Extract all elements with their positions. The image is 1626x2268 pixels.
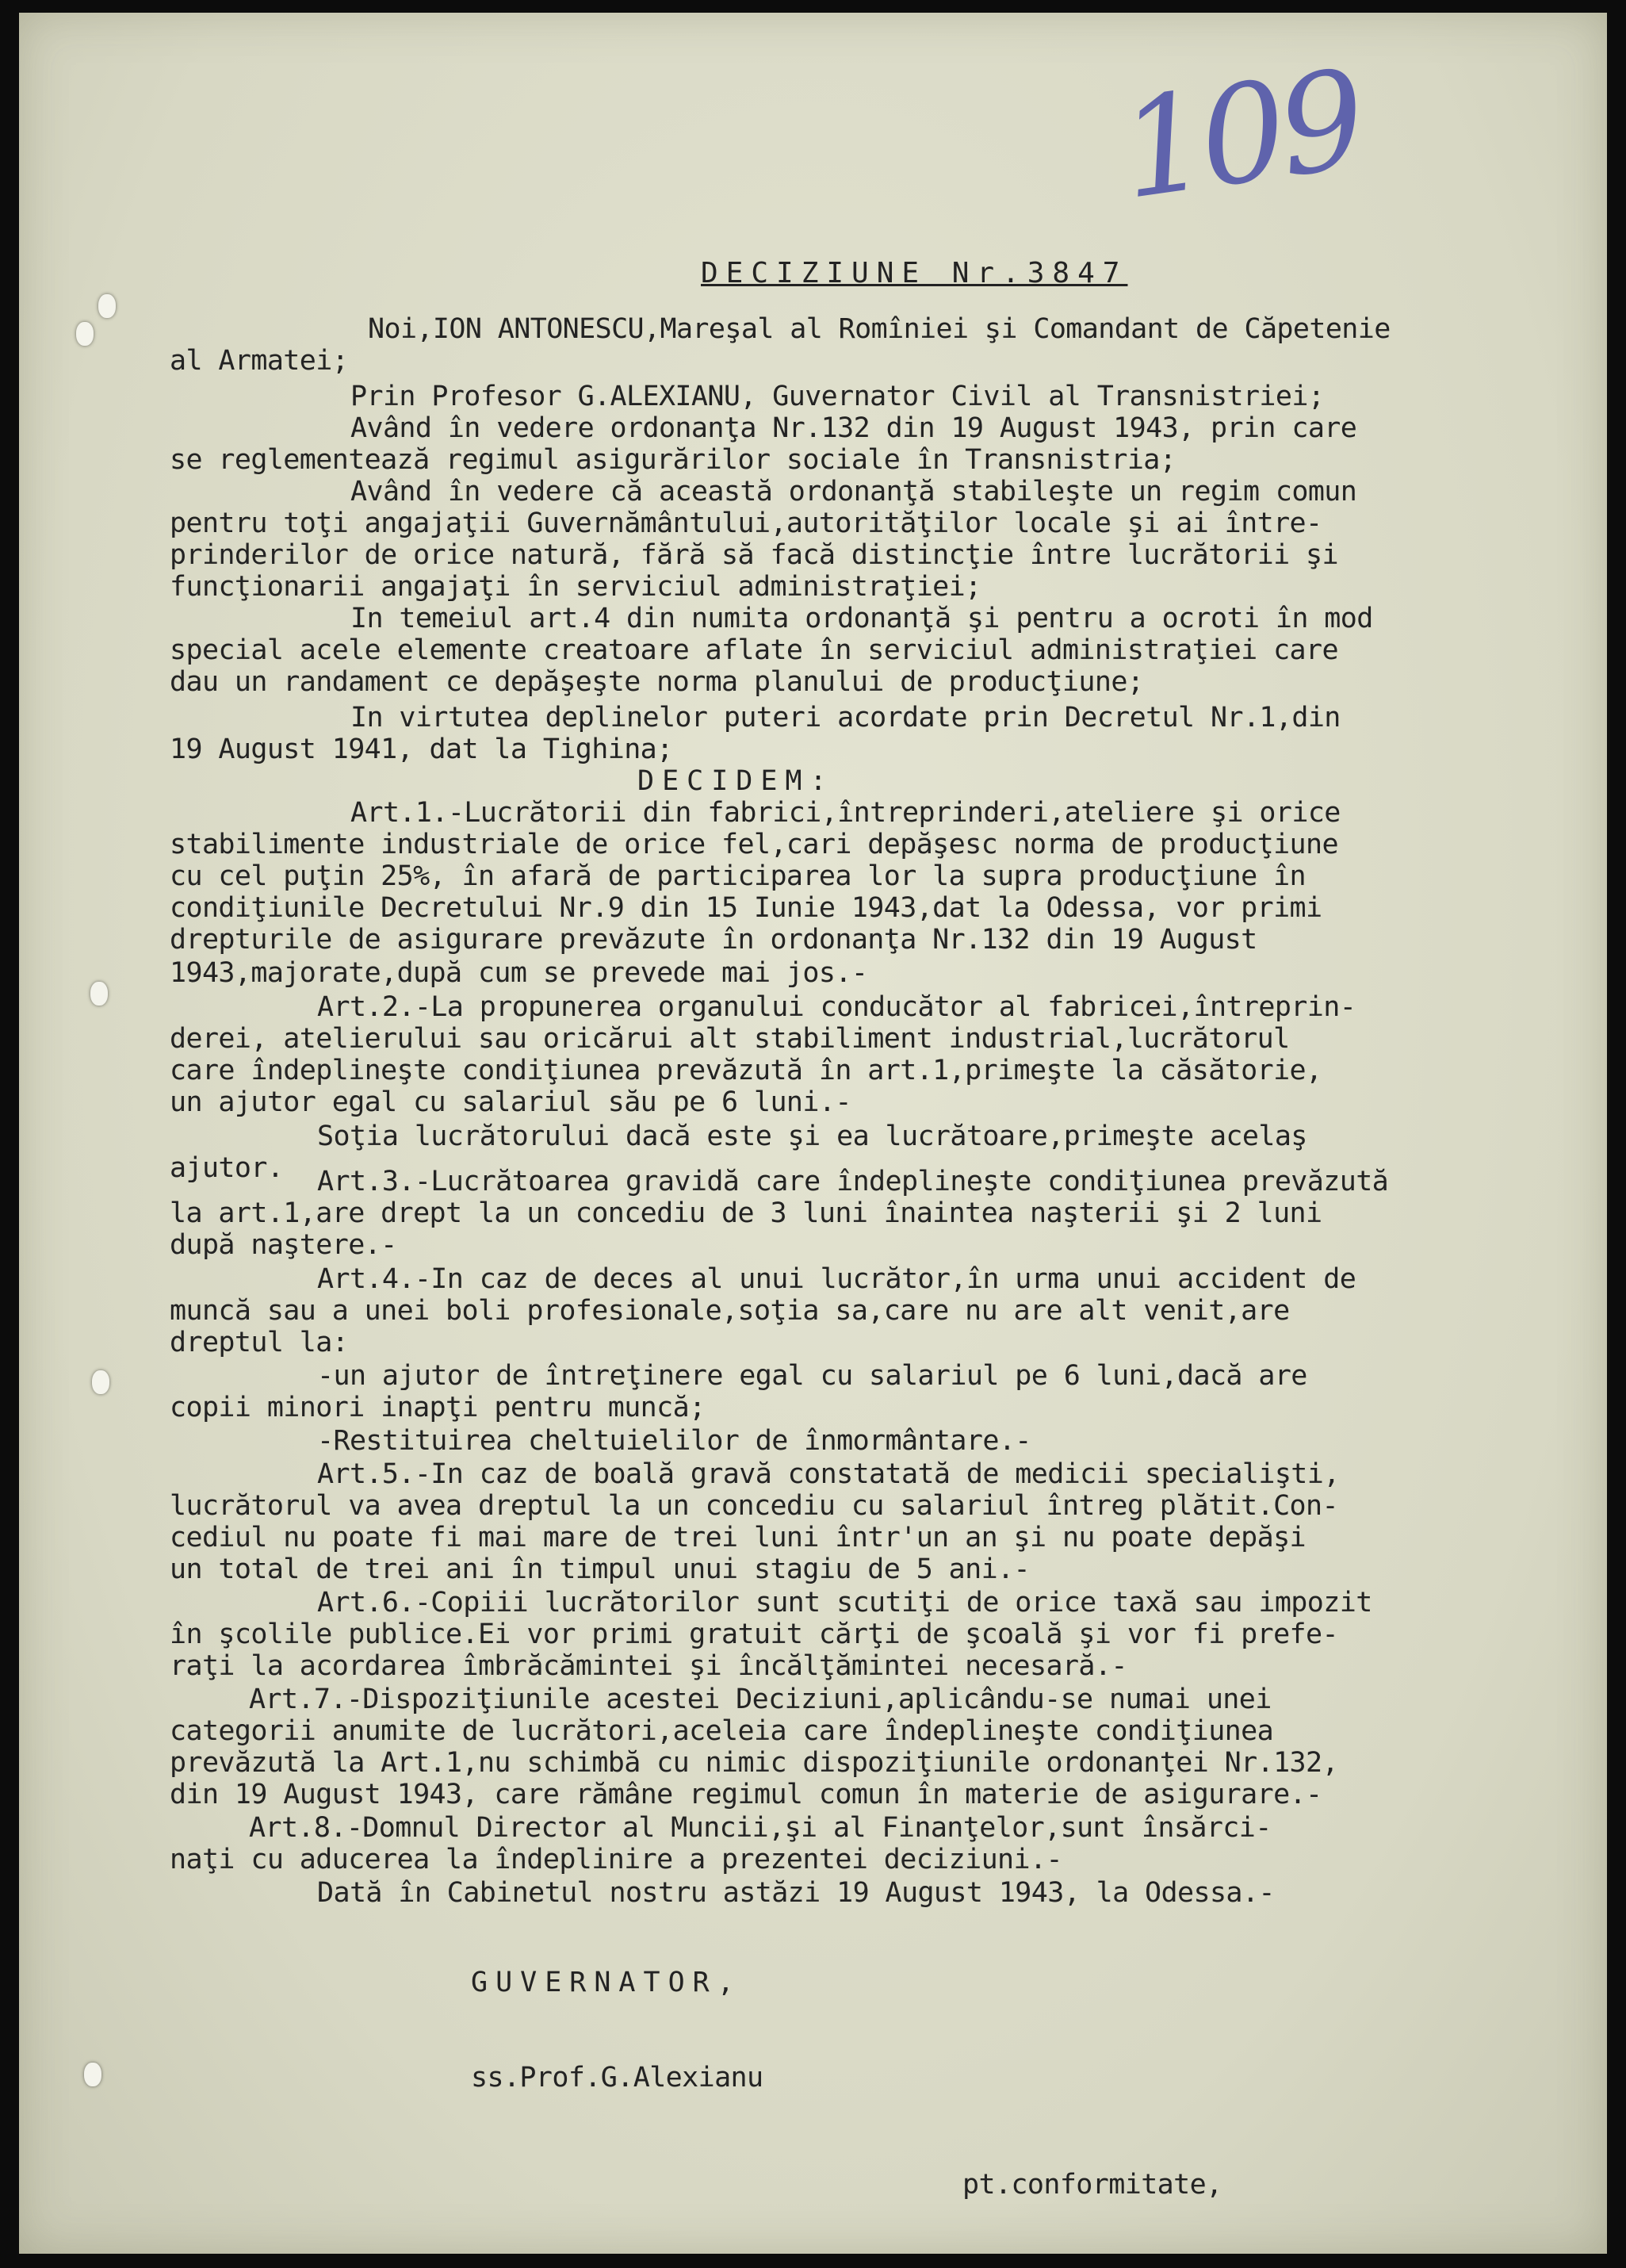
body-line: categorii anumite de lucrători,aceleia care îndeplineşte condiţiunea [170, 1715, 1274, 1747]
decidem-heading: DECIDEM: [637, 765, 835, 797]
body-line: cu cel puţin 25%, în afară de participarea lor la supra producţiune în [170, 860, 1307, 892]
body-line: drepturile de asigurare prevăzute în ordonanţa Nr.132 din 19 August [170, 924, 1257, 956]
body-line: lucrătorul va avea dreptul la un concediu cu salariul întreg plătit.Con- [170, 1490, 1338, 1522]
body-line: la art.1,are drept la un concediu de 3 luni înaintea naşterii şi 2 luni [170, 1197, 1322, 1229]
body-line: un total de trei ani în timpul unui stagiu de 5 ani.- [170, 1554, 1031, 1585]
body-line: stabilimente industriale de orice fel,cari depăşesc norma de producţiune [170, 829, 1338, 860]
body-line: funcţionarii angajaţi în serviciul administraţiei; [170, 571, 981, 603]
punch-hole [90, 982, 108, 1006]
body-line: Prin Profesor G.ALEXIANU, Guvernator Civil al Transnistriei; [350, 381, 1325, 412]
body-line: dreptul la: [170, 1327, 349, 1358]
signature-title: GUVERNATOR, [471, 1967, 742, 1998]
body-line: Art.6.-Copiii lucrătorilor sunt scutiţi de orice taxă sau impozit [317, 1587, 1372, 1619]
body-line: pentru toţi angajaţii Guvernământului,autorităţilor locale şi ai între- [170, 508, 1322, 539]
body-line: Având în vedere ordonanţa Nr.132 din 19 August 1943, prin care [350, 412, 1357, 444]
body-line: special acele elemente creatoare aflate în serviciul administraţiei care [170, 634, 1338, 666]
body-line: 19 August 1941, dat la Tighina; [170, 734, 673, 765]
signature-name: ss.Prof.G.Alexianu [471, 2062, 763, 2094]
body-line: Art.1.-Lucrătorii din fabrici,întreprinderi,ateliere şi orice [350, 797, 1341, 829]
body-line: muncă sau a unei boli profesionale,soţia sa,care nu are alt venit,are [170, 1295, 1290, 1327]
body-line: din 19 August 1943, care rămâne regimul comun în materie de asigurare.- [170, 1779, 1322, 1810]
body-line: dau un randament ce depăşeşte norma planului de producţiune; [170, 666, 1144, 698]
body-line: naţi cu aducerea la îndeplinire a prezentei deciziuni.- [170, 1844, 1062, 1875]
body-line: Art.2.-La propunerea organului conducător al fabricei,întreprin- [317, 991, 1356, 1023]
body-line: după naştere.- [170, 1229, 397, 1261]
body-line: prevăzută la Art.1,nu schimbă cu nimic dispoziţiunile ordonanţei Nr.132, [170, 1747, 1338, 1779]
body-line: Dată în Cabinetul nostru astăzi 19 August 1943, la Odessa.- [317, 1877, 1275, 1909]
body-line: 1943,majorate,după cum se prevede mai jos.- [170, 957, 868, 989]
body-line: cediul nu poate fi mai mare de trei luni într'un an şi nu poate depăşi [170, 1522, 1307, 1554]
body-line: Având în vedere că această ordonanţă stabileşte un regim comun [350, 476, 1357, 508]
body-line: se reglementează regimul asigurărilor sociale în Transnistria; [170, 444, 1176, 476]
body-line: raţi la acordarea îmbrăcămintei şi încălţămintei necesară.- [170, 1650, 1127, 1682]
body-line: care îndeplineşte condiţiunea prevăzută în art.1,primeşte la căsătorie, [170, 1055, 1322, 1086]
punch-hole [98, 294, 116, 318]
body-line: al Armatei; [170, 345, 349, 377]
punch-hole [84, 2063, 101, 2086]
body-line: Noi,ION ANTONESCU,Mareşal al Romîniei şi Comandant de Căpetenie [368, 313, 1391, 345]
body-line: -un ajutor de întreţinere egal cu salariul pe 6 luni,dacă are [317, 1360, 1307, 1392]
body-line: condiţiunile Decretului Nr.9 din 15 Iunie 1943,dat la Odessa, vor primi [170, 892, 1322, 924]
certification-note: pt.conformitate, [962, 2169, 1222, 2201]
body-line: In temeiul art.4 din numita ordonanţă şi pentru a ocroti în mod [350, 603, 1373, 634]
body-line: în şcolile publice.Ei vor primi gratuit cărţi de şcoală şi vor fi prefe- [170, 1619, 1338, 1650]
body-line: Art.3.-Lucrătoarea gravidă care îndeplineşte condiţiunea prevăzută [317, 1166, 1389, 1197]
body-line: Art.5.-In caz de boală gravă constatată de medicii specialişti, [317, 1458, 1340, 1490]
body-line: prinderilor de orice natură, fără să facă distincţie între lucrătorii şi [170, 539, 1338, 571]
body-line: -Restituirea cheltuielilor de înmormântare.- [317, 1425, 1031, 1457]
body-line: copii minori inapţi pentru muncă; [170, 1392, 706, 1423]
body-line: Art.4.-In caz de deces al unui lucrător,în urma unui accident de [317, 1263, 1356, 1295]
body-line: Art.7.-Dispoziţiunile acestei Deciziuni,aplicându-se numai unei [249, 1684, 1272, 1715]
punch-hole [92, 1370, 109, 1394]
body-line: Soţia lucrătorului dacă este şi ea lucrătoare,primeşte acelaş [317, 1121, 1307, 1152]
body-line: un ajutor egal cu salariul său pe 6 luni.- [170, 1086, 851, 1118]
body-line: Art.8.-Domnul Director al Muncii,şi al Finanţelor,sunt însărci- [249, 1812, 1272, 1844]
document-title: DECIZIUNE Nr.3847 [701, 257, 1128, 289]
punch-hole [76, 322, 94, 346]
body-line: derei, atelierului sau oricărui alt stabiliment industrial,lucrătorul [170, 1023, 1290, 1055]
body-line: ajutor. [170, 1152, 284, 1184]
document-page [19, 13, 1607, 2254]
body-line: In virtutea deplinelor puteri acordate prin Decretul Nr.1,din [350, 702, 1341, 734]
archive-number-handwritten: 109 [1111, 41, 1369, 230]
